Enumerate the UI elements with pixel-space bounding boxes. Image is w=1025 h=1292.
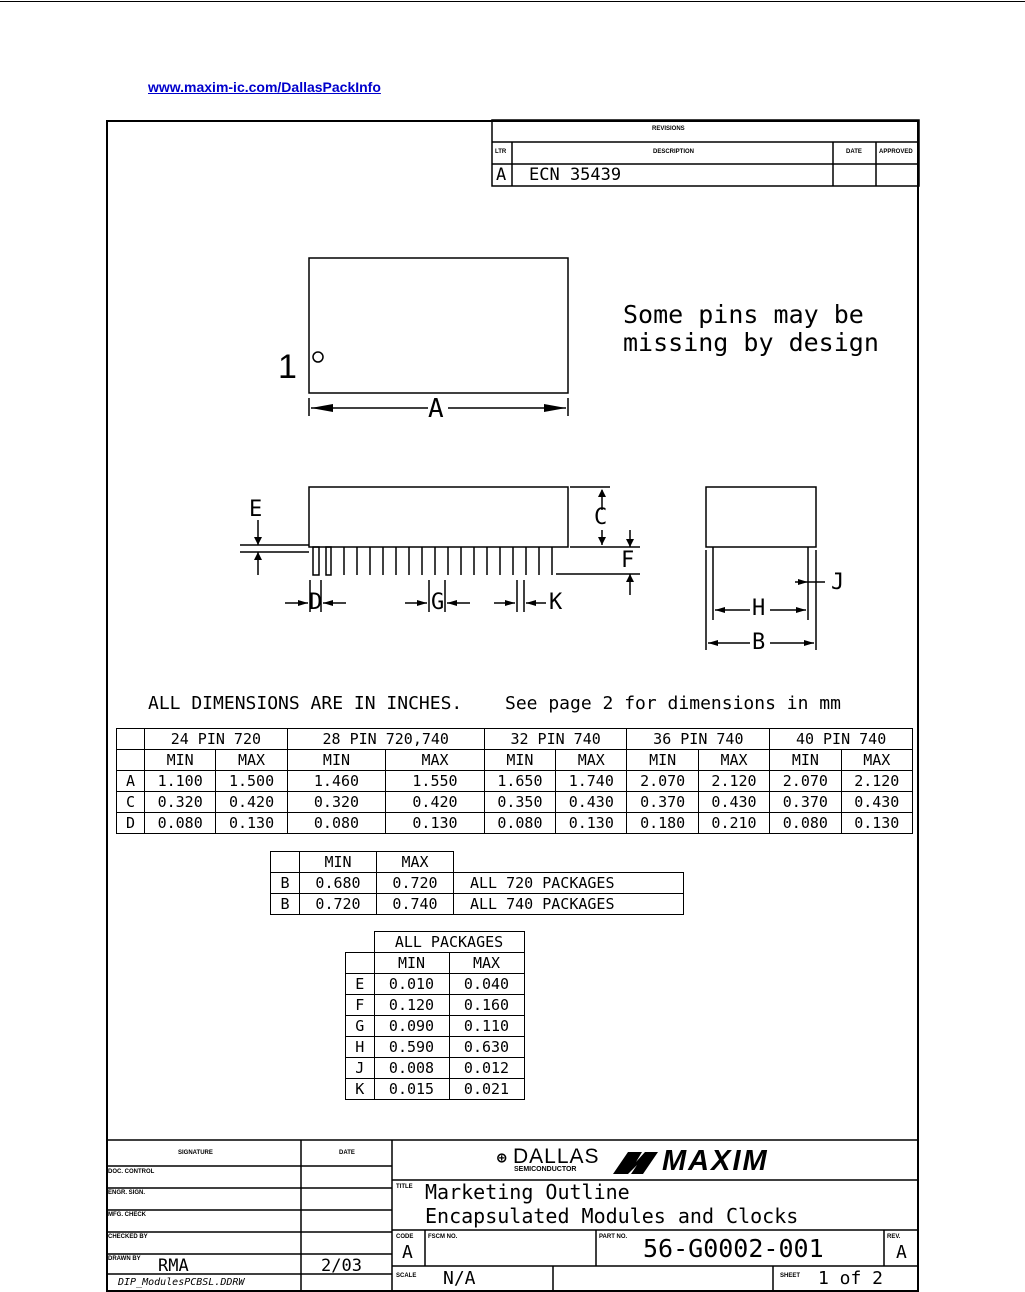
table-row (271, 873, 684, 894)
code-value: A (402, 1242, 413, 1263)
table-cell: 0.740 (377, 894, 454, 915)
rev-description-value: ECN 35439 (529, 165, 622, 185)
dallas-logo: DALLAS (513, 1145, 600, 1168)
dim-letter: H (346, 1037, 375, 1058)
all-packages-title: ALL PACKAGES (374, 932, 524, 953)
table-cell: 0.080 (770, 813, 841, 834)
dim-label-f: F (621, 548, 635, 573)
dim-label-k: K (549, 590, 563, 615)
table-row (346, 1079, 525, 1100)
max-header: MAX (216, 750, 287, 771)
table-cell: 0.160 (449, 995, 524, 1016)
table-cell: 0.130 (386, 813, 485, 834)
max-header: MAX (698, 750, 769, 771)
min-header: MIN (145, 750, 216, 771)
pin1-marker (313, 352, 323, 362)
drawn-by-label: DRAWN BY (108, 1256, 141, 1262)
design-note-line2: missing by design (623, 328, 879, 357)
rev-ltr-value: A (496, 165, 507, 185)
drawn-by-value: RMA (158, 1256, 189, 1276)
rev-header-date: DATE (846, 149, 862, 155)
units-note: ALL DIMENSIONS ARE IN INCHES. (148, 693, 463, 714)
table-cell: 1.740 (556, 771, 627, 792)
table-cell: 0.680 (300, 873, 377, 894)
table-cell: 0.021 (449, 1079, 524, 1100)
dim-label-d: D (309, 590, 323, 615)
min-header: MIN (300, 852, 377, 873)
max-header: MAX (449, 953, 524, 974)
dim-label-j: J (831, 570, 845, 595)
sheet-label: SHEET (780, 1273, 801, 1279)
dim-letter: D (117, 813, 145, 834)
dallas-logo-mark: ⊕ (497, 1148, 507, 1167)
dim-letter: B (271, 873, 300, 894)
pins (313, 547, 552, 575)
min-header: MIN (374, 953, 449, 974)
units-note-mm: See page 2 for dimensions in mm (505, 693, 841, 714)
semiconductor-logo-text: SEMICONDUCTOR (514, 1166, 577, 1173)
top-view-body (309, 258, 568, 393)
fscm-label: FSCM NO. (428, 1234, 458, 1240)
max-header: MAX (377, 852, 454, 873)
signature-header: SIGNATURE (178, 1150, 213, 1156)
dim-letter: F (346, 995, 375, 1016)
table-row (346, 1037, 525, 1058)
table-row (346, 1016, 525, 1037)
revisions-title: REVISIONS (652, 126, 685, 132)
table-cell: 0.080 (484, 813, 555, 834)
table-cell: 0.210 (698, 813, 769, 834)
design-note-line1: Some pins may be (623, 300, 864, 329)
dim-label-g: G (431, 590, 445, 615)
table-cell: 0.080 (145, 813, 216, 834)
package-header: 24 PIN 720 (145, 729, 288, 750)
dim-letter: G (346, 1016, 375, 1037)
engr-sign-label: ENGR. SIGN. (108, 1190, 146, 1196)
maxim-logo: MAXIM (662, 1145, 769, 1177)
table-cell: 0.110 (449, 1016, 524, 1037)
table-cell: 0.320 (145, 792, 216, 813)
side-view-body (309, 487, 568, 547)
drawing-filename: DIP_ModulesPCBSL.DDRW (118, 1277, 245, 1288)
table-cell: ALL 720 PACKAGES (454, 873, 684, 894)
min-header: MIN (770, 750, 841, 771)
date-header: DATE (339, 1150, 355, 1156)
table-row (117, 771, 913, 792)
part-no-label: PART NO. (599, 1234, 628, 1240)
package-header: 36 PIN 740 (627, 729, 770, 750)
table-cell: 1.460 (287, 771, 386, 792)
table-cell: 0.008 (374, 1058, 449, 1079)
dim-label-e: E (249, 497, 263, 522)
table-cell: 0.015 (374, 1079, 449, 1100)
title-line1: Marketing Outline (425, 1180, 630, 1204)
dim-letter: A (117, 771, 145, 792)
table-cell: 0.120 (374, 995, 449, 1016)
table-cell: 0.370 (627, 792, 698, 813)
rev-value: A (896, 1242, 907, 1263)
dim-label-a: A (428, 394, 444, 424)
table-cell: 0.720 (377, 873, 454, 894)
scale-label: SCALE (396, 1273, 417, 1279)
table-cell: 0.090 (374, 1016, 449, 1037)
dim-letter: C (117, 792, 145, 813)
table-row (117, 813, 913, 834)
table-cell: 1.100 (145, 771, 216, 792)
checked-by-label: CHECKED BY (108, 1234, 148, 1240)
table-cell: 0.080 (287, 813, 386, 834)
table-cell: 0.630 (449, 1037, 524, 1058)
table-cell: 0.720 (300, 894, 377, 915)
table-cell: 0.350 (484, 792, 555, 813)
table-cell: 0.420 (216, 792, 287, 813)
package-header: 40 PIN 740 (770, 729, 913, 750)
dim-letter: B (271, 894, 300, 915)
table-cell: 0.130 (216, 813, 287, 834)
table-cell: 1.550 (386, 771, 485, 792)
table-row (346, 974, 525, 995)
table-cell: 1.500 (216, 771, 287, 792)
dimension-table (116, 728, 913, 834)
table-cell: 1.650 (484, 771, 555, 792)
table-cell: 0.430 (556, 792, 627, 813)
table-cell: 0.130 (556, 813, 627, 834)
doc-control-label: DOC. CONTROL (108, 1169, 155, 1175)
title-line2: Encapsulated Modules and Clocks (425, 1204, 799, 1228)
table-cell: 0.320 (287, 792, 386, 813)
table-cell: 0.012 (449, 1058, 524, 1079)
dallas-pack-info-link[interactable]: www.maxim-ic.com/DallasPackInfo (148, 79, 381, 95)
end-view-body (706, 487, 816, 547)
rev-header-ltr: LTR (495, 149, 507, 155)
part-number: 56-G0002-001 (643, 1234, 824, 1263)
code-label: CODE (396, 1234, 414, 1240)
dim-letter: E (346, 974, 375, 995)
min-header: MIN (287, 750, 386, 771)
table-cell: 0.130 (841, 813, 912, 834)
min-header: MIN (484, 750, 555, 771)
table-cell: 2.070 (770, 771, 841, 792)
table-cell: 0.430 (698, 792, 769, 813)
rev-header-approved: APPROVED (879, 149, 913, 155)
dim-label-h: H (752, 596, 766, 621)
table-cell: ALL 740 PACKAGES (454, 894, 684, 915)
scale-value: N/A (443, 1268, 476, 1289)
max-header: MAX (386, 750, 485, 771)
table-cell: 0.590 (374, 1037, 449, 1058)
dim-label-b: B (752, 630, 766, 655)
table-cell: 2.120 (841, 771, 912, 792)
dim-letter: K (346, 1079, 375, 1100)
rev-label: REV. (887, 1234, 901, 1240)
table-row (346, 1058, 525, 1079)
title-label: TITLE (396, 1184, 413, 1190)
table-row (346, 995, 525, 1016)
dim-letter: J (346, 1058, 375, 1079)
table-row (117, 792, 913, 813)
sheet-value: 1 of 2 (818, 1268, 884, 1289)
dim-label-c: C (594, 505, 608, 530)
min-header: MIN (627, 750, 698, 771)
maxim-logo-mark (613, 1152, 658, 1174)
all-packages-table (345, 931, 525, 1100)
b-dimension-table (270, 851, 684, 915)
table-cell: 0.420 (386, 792, 485, 813)
table-row (271, 894, 684, 915)
package-header: 32 PIN 740 (484, 729, 627, 750)
drawn-date-value: 2/03 (321, 1256, 362, 1276)
mfg-check-label: MFG. CHECK (108, 1212, 146, 1218)
table-cell: 0.370 (770, 792, 841, 813)
table-cell: 0.010 (374, 974, 449, 995)
package-header: 28 PIN 720,740 (287, 729, 484, 750)
pin1-label: 1 (278, 348, 297, 386)
max-header: MAX (556, 750, 627, 771)
table-cell: 2.070 (627, 771, 698, 792)
max-header: MAX (841, 750, 912, 771)
table-cell: 0.180 (627, 813, 698, 834)
rev-header-description: DESCRIPTION (653, 149, 695, 155)
table-cell: 0.430 (841, 792, 912, 813)
table-cell: 2.120 (698, 771, 769, 792)
table-cell: 0.040 (449, 974, 524, 995)
